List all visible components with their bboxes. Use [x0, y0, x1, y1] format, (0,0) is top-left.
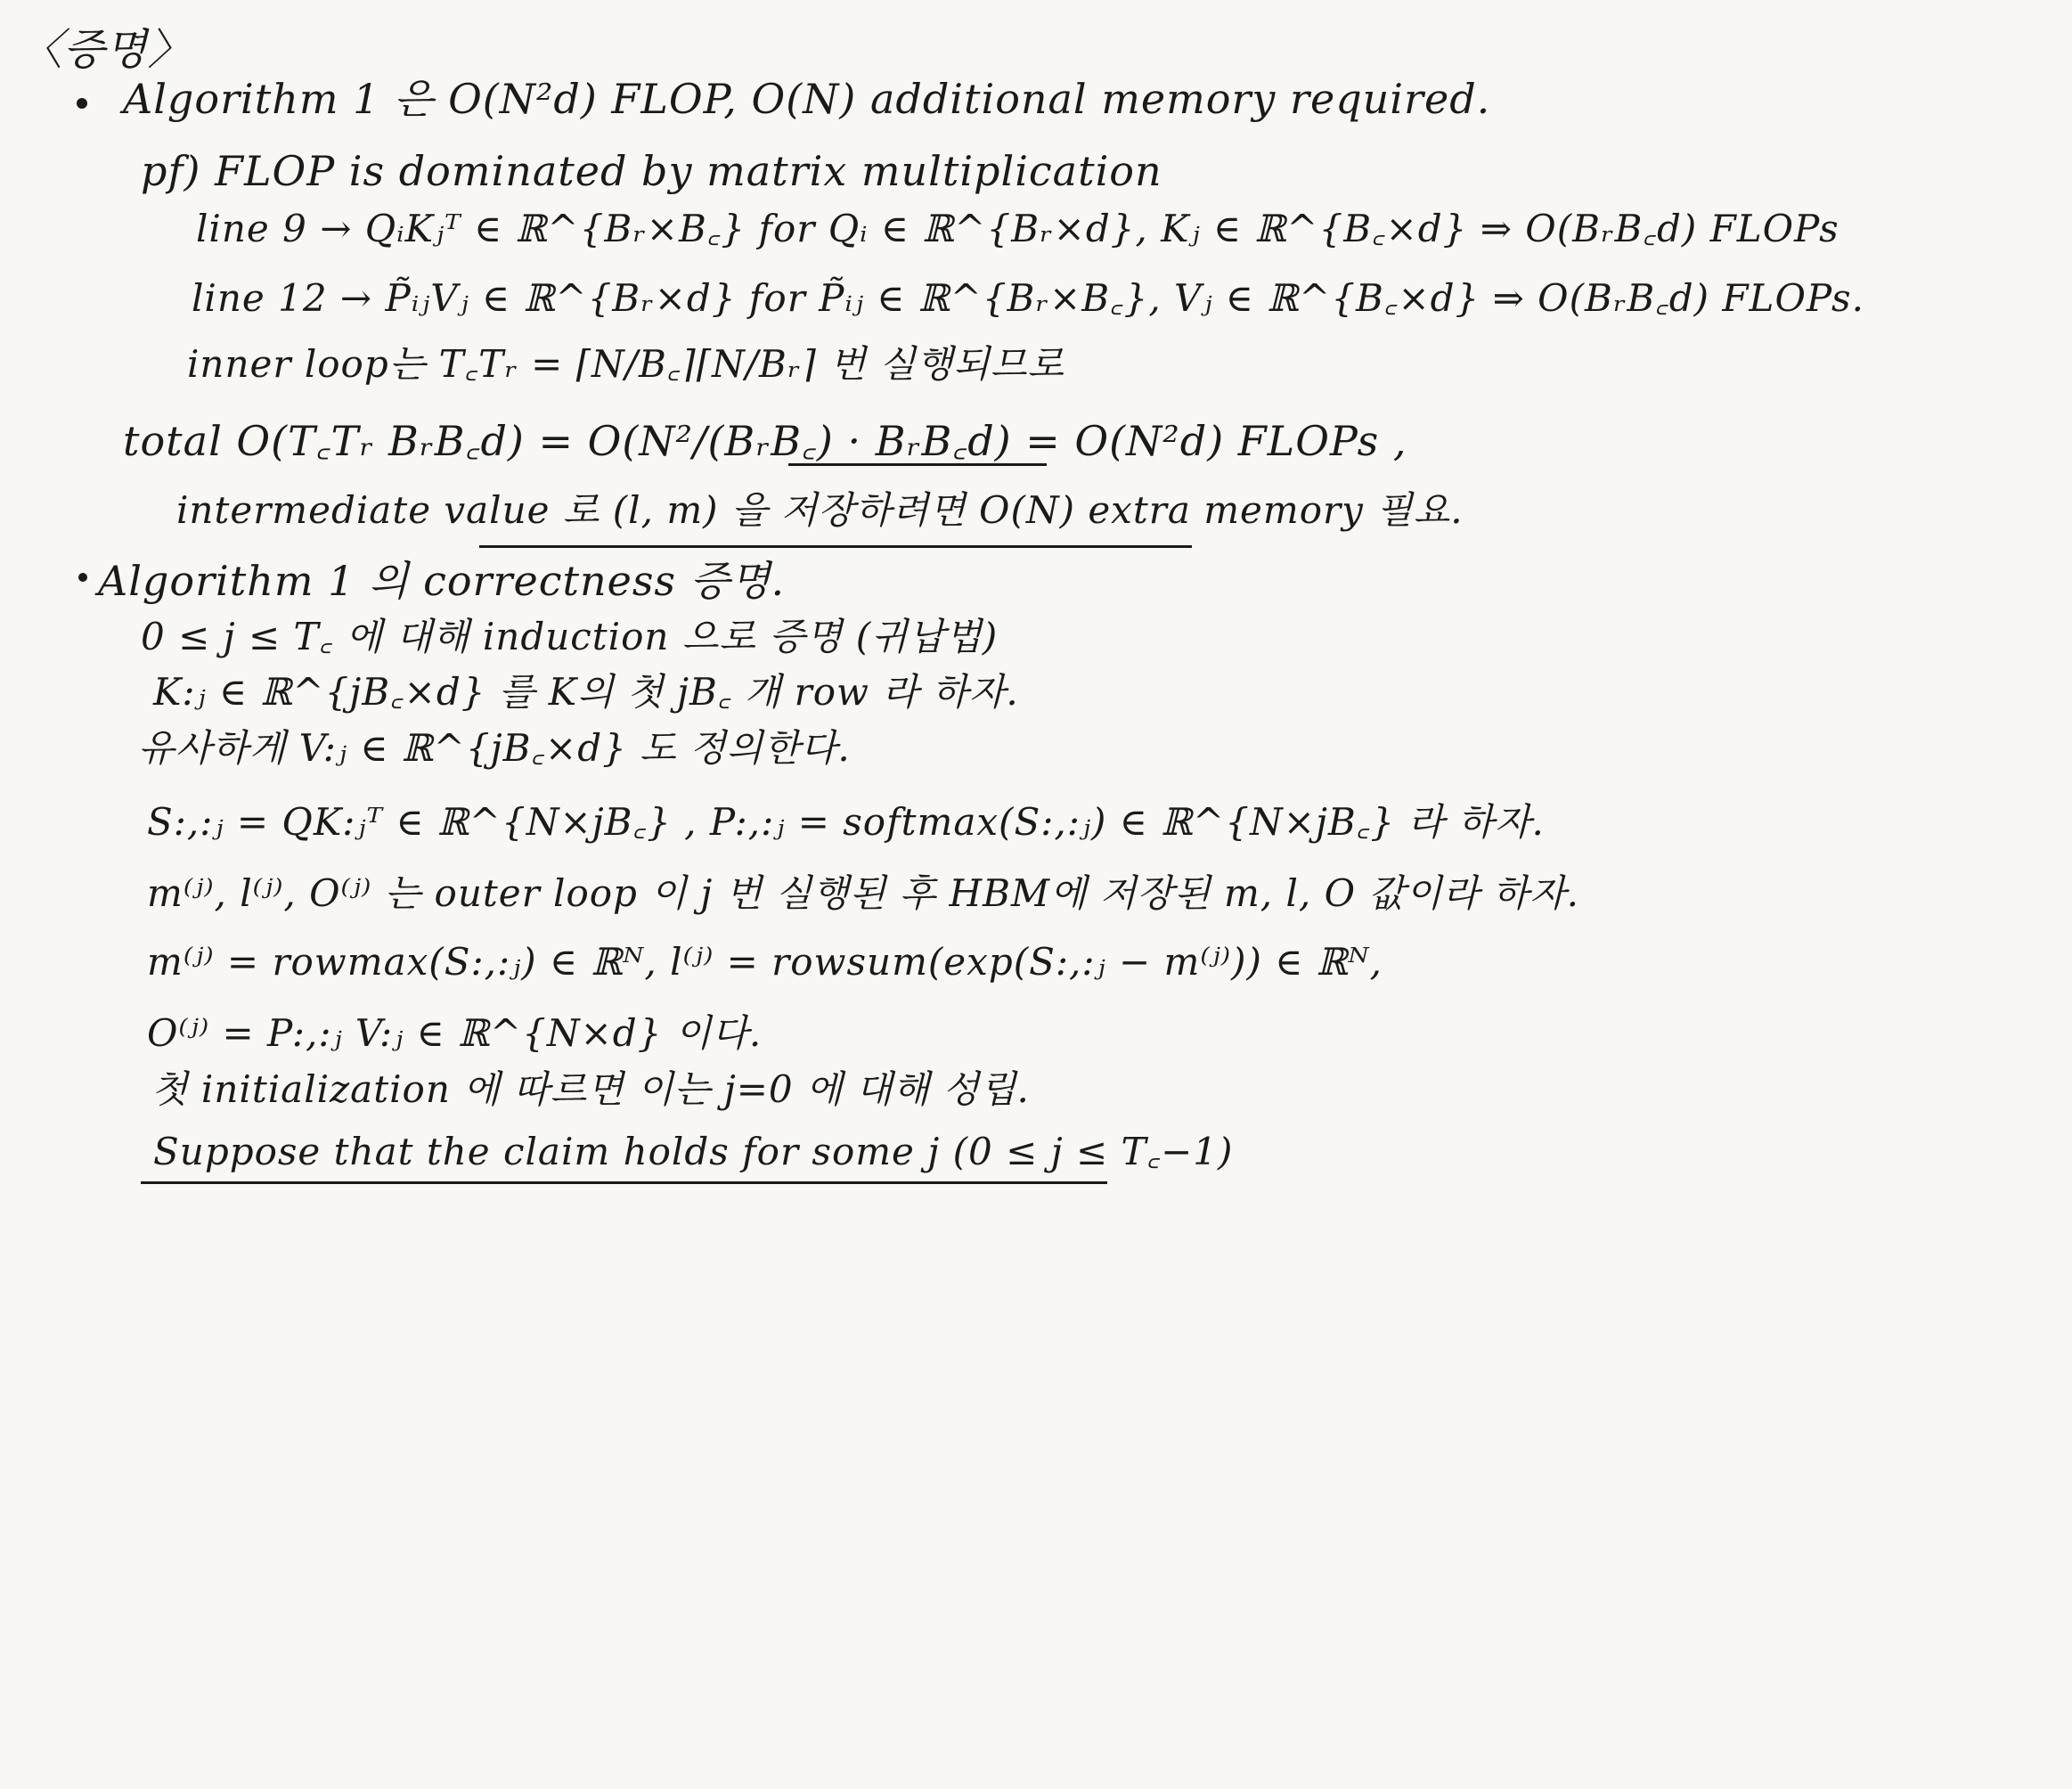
section1-line-innerloop: inner loop는 T꜀Tᵣ = ⌈N/B꜀⌉⌈N/Bᵣ⌉ 번 실행되므로	[187, 342, 1065, 386]
underline-total	[788, 463, 1047, 466]
section2-line-V: 유사하게 V:ⱼ ∈ ℝ^{jB꜀×d} 도 정의한다.	[138, 726, 851, 770]
section2-heading: Algorithm 1 의 correctness 증명.	[98, 557, 786, 605]
bullet-icon	[77, 98, 87, 109]
section1-line-9: line 9 → QᵢKⱼᵀ ∈ ℝ^{Bᵣ×B꜀} for Qᵢ ∈ ℝ^{Bᵣ×d}, Kⱼ ∈ ℝ^{B꜀×d} ⇒ O(BᵣB꜀d) FLOPs	[196, 207, 1840, 250]
section2-line-induction: 0 ≤ j ≤ T꜀ 에 대해 induction 으로 증명 (귀납법)	[141, 615, 999, 658]
section2-line-rowmax: m⁽ʲ⁾ = rowmax(S:,:ⱼ) ∈ ℝᴺ, l⁽ʲ⁾ = rowsum(exp(S:,:ⱼ − m⁽ʲ⁾)) ∈ ℝᴺ,	[147, 940, 1383, 984]
section2-line-O: O⁽ʲ⁾ = P:,:ⱼ V:ⱼ ∈ ℝ^{N×d} 이다.	[147, 1011, 763, 1055]
section2-line-suppose: Suppose that the claim holds for some j (0 ≤ j ≤ T꜀−1)	[153, 1130, 1234, 1173]
section1-line-memory: intermediate value 로 (l, m) 을 저장하려면 O(N) extra memory 필요.	[176, 488, 1464, 532]
section2-line-initialization: 첫 initialization 에 따르면 이는 j=0 에 대해 성립.	[151, 1067, 1030, 1111]
section1-heading: Algorithm 1 은 O(N²d) FLOP, O(N) additional memory required.	[123, 75, 1491, 123]
proof-title: 〈증명〉	[20, 25, 192, 75]
section1-line-pf: pf) FLOP is dominated by matrix multiplication	[141, 147, 1162, 195]
underline-suppose	[141, 1181, 1107, 1184]
underline-memory	[479, 545, 1192, 548]
section2-line-mlo-def: m⁽ʲ⁾, l⁽ʲ⁾, O⁽ʲ⁾ 는 outer loop 이 j 번 실행된 후 HBM에 저장된 m, l, O 값이라 하자.	[147, 871, 1579, 915]
section2-line-S-P: S:,:ⱼ = QK:ⱼᵀ ∈ ℝ^{N×jB꜀} , P:,:ⱼ = softmax(S:,:ⱼ) ∈ ℝ^{N×jB꜀} 라 하자.	[147, 800, 1545, 844]
section1-line-12: line 12 → P̃ᵢⱼVⱼ ∈ ℝ^{Bᵣ×d} for P̃ᵢⱼ ∈ ℝ^{Bᵣ×B꜀}, Vⱼ ∈ ℝ^{B꜀×d} ⇒ O(BᵣB꜀d) FLOPs.	[192, 276, 1864, 320]
bullet-icon	[78, 573, 87, 582]
section1-line-total: total O(T꜀Tᵣ BᵣB꜀d) = O(N²/(BᵣB꜀) · BᵣB꜀d) = O(N²d) FLOPs ,	[123, 417, 1407, 465]
section2-line-K: K:ⱼ ∈ ℝ^{jB꜀×d} 를 K의 첫 jB꜀ 개 row 라 하자.	[153, 670, 1019, 714]
